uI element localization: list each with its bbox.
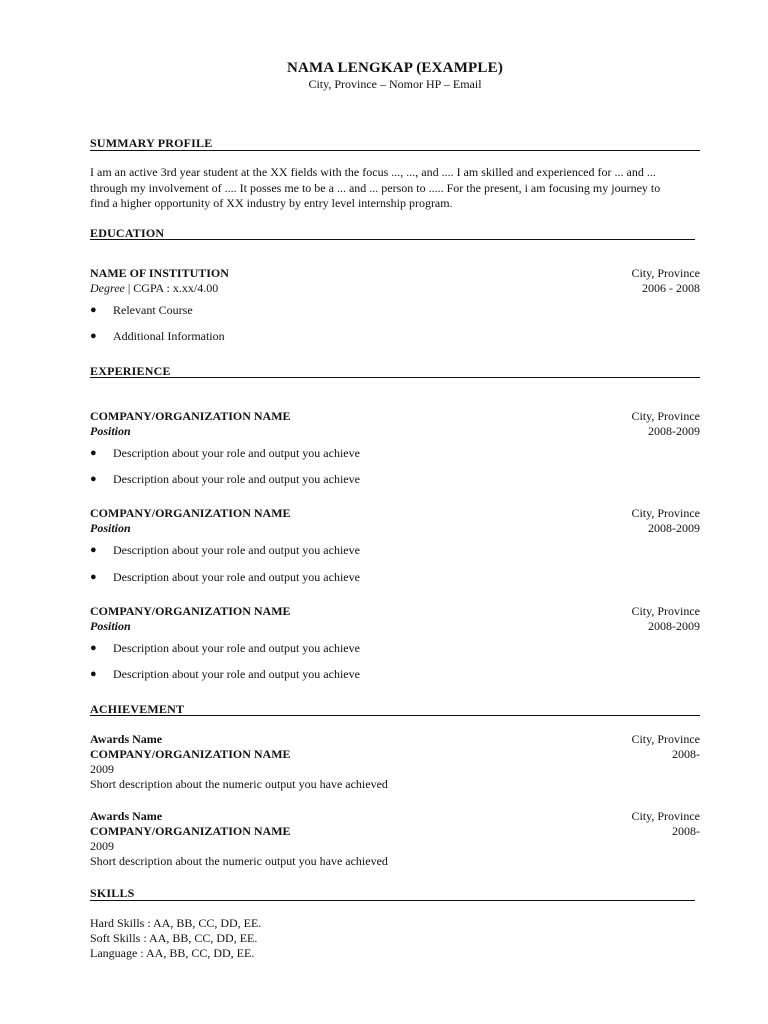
- section-title-achievement: ACHIEVEMENT: [90, 702, 185, 716]
- position-title: Position: [90, 521, 131, 535]
- position-dates: 2008-2009: [648, 521, 700, 535]
- section-divider: [90, 715, 700, 716]
- section-divider: [90, 239, 695, 240]
- award-description: Short description about the numeric output you have achieved: [90, 777, 388, 791]
- bullet-icon: ●: [90, 642, 97, 654]
- list-item: Additional Information: [113, 329, 225, 343]
- gpa: | CGPA : x.xx/4.00: [124, 281, 219, 295]
- award-company: COMPANY/ORGANIZATION NAME: [90, 747, 291, 761]
- section-divider: [90, 377, 700, 378]
- summary-line: I am an active 3rd year student at the XX fields with the focus ..., ..., and .... I am skilled and experienced for ... and ...: [90, 165, 656, 179]
- position-title: Position: [90, 424, 131, 438]
- award-dates: 2008-: [672, 747, 700, 761]
- full-name: NAMA LENGKAP (EXAMPLE): [286, 60, 504, 76]
- position-dates: 2008-2009: [648, 619, 700, 633]
- bullet-icon: ●: [90, 668, 97, 680]
- section-title-education: EDUCATION: [90, 226, 165, 240]
- award-company: COMPANY/ORGANIZATION NAME: [90, 824, 291, 838]
- list-item: Description about your role and output you achieve: [113, 543, 360, 557]
- position-dates: 2008-2009: [648, 424, 700, 438]
- skills-line: Soft Skills : AA, BB, CC, DD, EE.: [90, 931, 258, 945]
- bullet-icon: ●: [90, 330, 97, 342]
- list-item: Description about your role and output you achieve: [113, 446, 360, 460]
- list-item: Relevant Course: [113, 303, 193, 317]
- award-year: 2009: [90, 762, 114, 776]
- summary-line: through my involvement of .... It posses me to be a ... and ... person to ..... For the present, i am focusing my journey to: [90, 180, 661, 195]
- bullet-icon: ●: [90, 473, 97, 485]
- bullet-icon: ●: [90, 304, 97, 316]
- section-title-experience: EXPERIENCE: [90, 364, 171, 378]
- award-dates: 2008-: [672, 824, 700, 838]
- contact-line: City, Province – Nomor HP – Email: [308, 77, 482, 91]
- section-divider: [90, 150, 700, 151]
- company-location: City, Province: [631, 506, 700, 520]
- skills-line: Language : AA, BB, CC, DD, EE.: [90, 946, 255, 960]
- award-location: City, Province: [631, 732, 700, 746]
- bullet-icon: ●: [90, 447, 97, 459]
- award-year: 2009: [90, 839, 114, 853]
- position-title: Position: [90, 619, 131, 633]
- list-item: Description about your role and output you achieve: [113, 570, 360, 584]
- company-name: COMPANY/ORGANIZATION NAME: [90, 604, 291, 618]
- summary-line: find a higher opportunity of XX industry by entry level internship program.: [90, 196, 453, 210]
- section-title-summary: SUMMARY PROFILE: [90, 136, 213, 150]
- award-description: Short description about the numeric output you have achieved: [90, 854, 388, 868]
- list-item: Description about your role and output you achieve: [113, 641, 360, 655]
- institution-name: NAME OF INSTITUTION: [90, 266, 229, 280]
- award-name: Awards Name: [90, 809, 163, 823]
- bullet-icon: ●: [90, 544, 97, 556]
- award-location: City, Province: [631, 809, 700, 823]
- award-name: Awards Name: [90, 732, 163, 746]
- institution-location: City, Province: [631, 266, 700, 280]
- bullet-icon: ●: [90, 571, 97, 583]
- section-title-skills: SKILLS: [90, 886, 135, 900]
- company-location: City, Province: [631, 409, 700, 423]
- company-name: COMPANY/ORGANIZATION NAME: [90, 506, 291, 520]
- skills-line: Hard Skills : AA, BB, CC, DD, EE.: [90, 916, 262, 930]
- degree-line: [90, 281, 218, 296]
- company-name: COMPANY/ORGANIZATION NAME: [90, 409, 291, 423]
- education-dates: 2006 - 2008: [642, 281, 700, 295]
- degree-name: Degree: [90, 281, 125, 295]
- list-item: Description about your role and output you achieve: [113, 667, 360, 681]
- list-item: Description about your role and output you achieve: [113, 472, 360, 486]
- company-location: City, Province: [631, 604, 700, 618]
- section-divider: [90, 900, 695, 901]
